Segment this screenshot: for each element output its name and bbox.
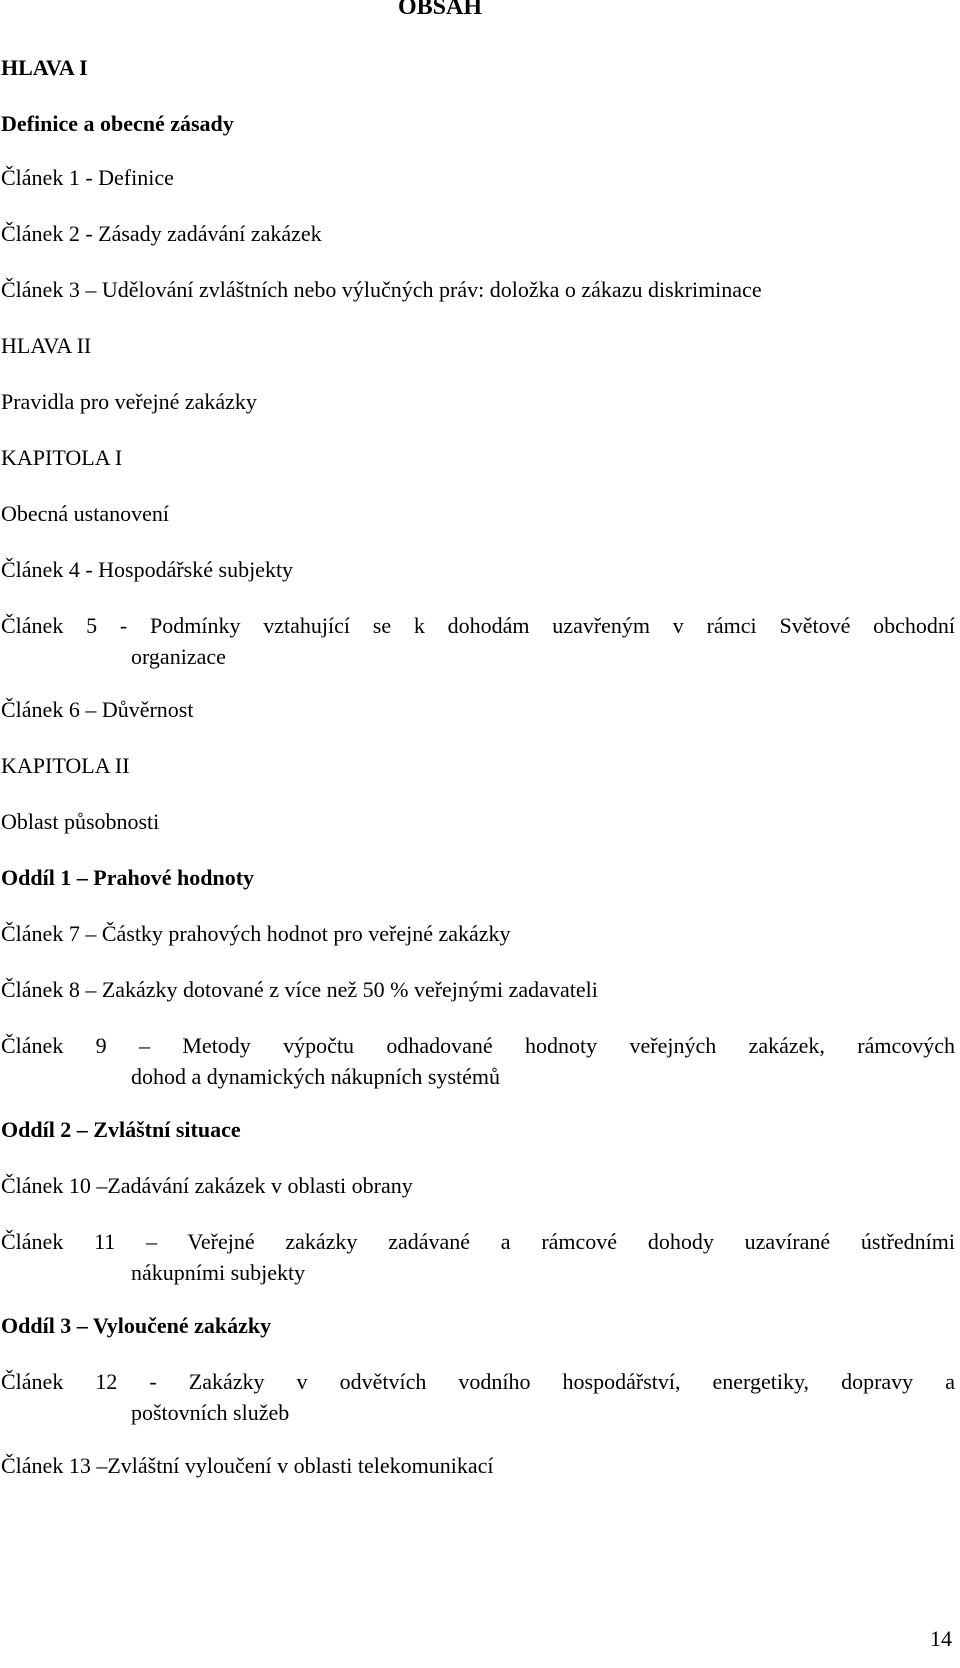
toc-entry-clanek-12-line-2: poštovních služeb xyxy=(131,1400,290,1425)
toc-entry-clanek-4: Článek 4 - Hospodářské subjekty xyxy=(1,557,294,582)
page-number: 14 xyxy=(930,1626,952,1651)
toc-entry-clanek-2: Článek 2 - Zásady zadávání zakázek xyxy=(1,221,322,246)
toc-entry-clanek-11-line-1: Článek 11 – Veřejné zakázky zadávané a rámcové dohody uzavírané ústředními xyxy=(1,1229,955,1254)
toc-entry-oddil-1: Oddíl 1 – Prahové hodnoty xyxy=(1,865,255,890)
toc-entry-clanek-8: Článek 8 – Zakázky dotované z více než 50 % veřejnými zadavateli xyxy=(1,977,598,1002)
page-title xyxy=(0,0,880,20)
toc-entry-hlava-1: HLAVA I xyxy=(1,55,88,80)
toc-entry-clanek-11-line-2: nákupními subjekty xyxy=(131,1260,306,1285)
toc-entry-clanek-12-line-1: Článek 12 - Zakázky v odvětvích vodního hospodářství, energetiky, dopravy a xyxy=(1,1369,955,1394)
toc-entry-clanek-1: Článek 1 - Definice xyxy=(1,165,174,190)
toc-entry-clanek-13: Článek 13 –Zvláštní vyloučení v oblasti telekomunikací xyxy=(1,1453,494,1478)
toc-entry-clanek-5-line-1: Článek 5 - Podmínky vztahující se k dohodám uzavřeným v rámci Světové obchodní xyxy=(1,613,955,638)
toc-entry-clanek-9 xyxy=(1,1030,955,1092)
toc-entry-clanek-7: Článek 7 – Částky prahových hodnot pro veřejné zakázky xyxy=(1,921,511,946)
toc-entry-clanek-9-line-2: dohod a dynamických nákupních systémů xyxy=(131,1064,501,1089)
toc-entry-clanek-11 xyxy=(1,1226,955,1288)
page-title-text: OBSAH xyxy=(397,0,483,20)
toc-entry-oddil-3: Oddíl 3 – Vyloučené zakázky xyxy=(1,1313,272,1338)
toc-entry-oblast-pusobnosti: Oblast působnosti xyxy=(1,809,160,834)
toc-entry-clanek-10: Článek 10 –Zadávání zakázek v oblasti obrany xyxy=(1,1173,413,1198)
toc-entry-definice-heading: Definice a obecné zásady xyxy=(1,111,234,136)
toc-entry-clanek-3: Článek 3 – Udělování zvláštních nebo výlučných práv: doložka o zákazu diskriminace xyxy=(1,277,762,302)
toc-entry-clanek-6: Článek 6 – Důvěrnost xyxy=(1,697,194,722)
toc-entry-clanek-12 xyxy=(1,1366,955,1428)
toc-entry-clanek-5-line-2: organizace xyxy=(131,644,226,669)
toc-entry-kapitola-2: KAPITOLA II xyxy=(1,753,130,778)
toc-entry-clanek-5 xyxy=(1,610,955,672)
toc-entry-kapitola-1: KAPITOLA I xyxy=(1,445,123,470)
toc-entry-oddil-2: Oddíl 2 – Zvláštní situace xyxy=(1,1117,241,1142)
toc-entry-pravidla-heading: Pravidla pro veřejné zakázky xyxy=(1,389,257,414)
toc-entry-clanek-9-line-1: Článek 9 – Metody výpočtu odhadované hodnoty veřejných zakázek, rámcových xyxy=(1,1033,955,1058)
toc-entry-obecna-ustanoveni: Obecná ustanovení xyxy=(1,501,169,526)
toc-entry-hlava-2: HLAVA II xyxy=(1,333,92,358)
